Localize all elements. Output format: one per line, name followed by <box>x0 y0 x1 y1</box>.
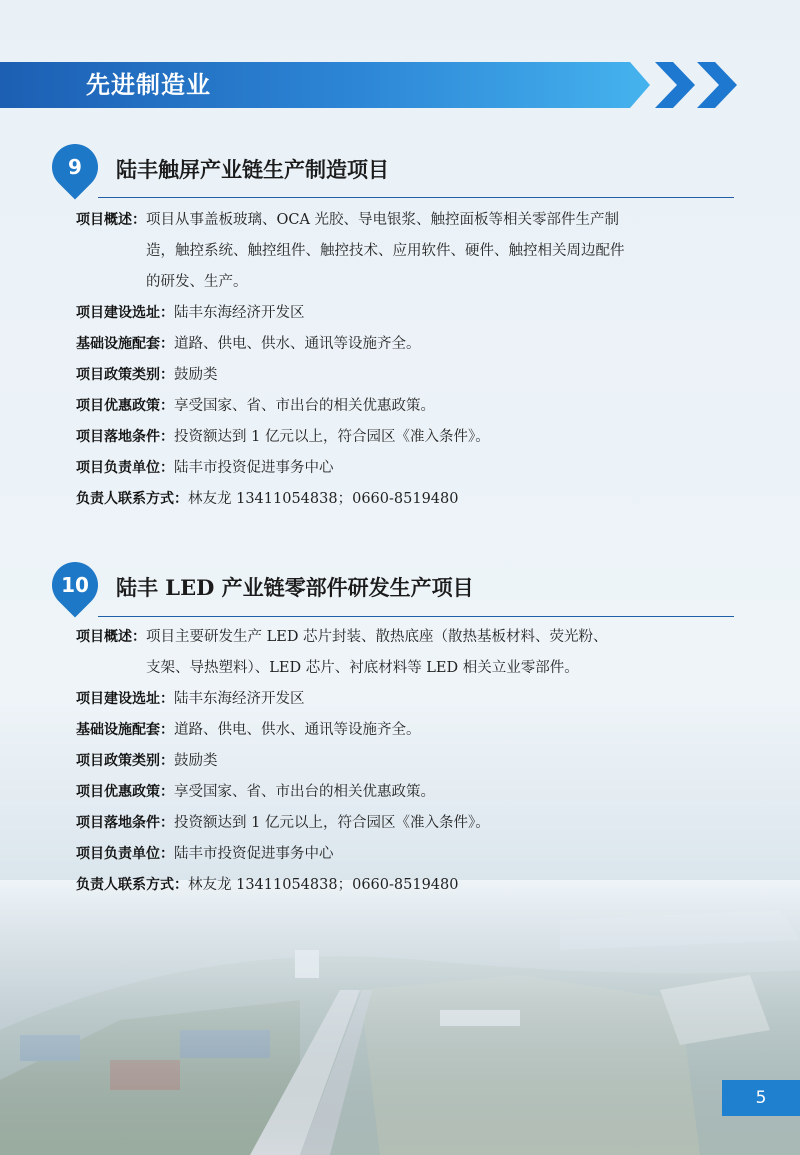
field-label: 项目概述： <box>76 629 146 645</box>
field-label: 项目优惠政策： <box>76 398 174 414</box>
field-site <box>76 298 736 329</box>
overview-line: 支架、导热塑料）、LED 芯片、衬底材料等 LED 相关立业零部件。 <box>146 660 579 676</box>
aerial-photo <box>0 880 800 1155</box>
field-infrastructure <box>76 329 736 360</box>
section-number: 10 <box>61 573 89 597</box>
field-label: 项目政策类别： <box>76 367 174 383</box>
field-label: 项目建设选址： <box>76 305 174 321</box>
field-contact <box>76 870 736 901</box>
field-site <box>76 684 736 715</box>
overview-line: 造，触控系统、触控组件、触控技术、应用软件、硬件、触控相关周边配件 <box>146 243 625 259</box>
field-value: 投资额达到 1 亿元以上，符合园区《准入条件》。 <box>174 429 490 445</box>
field-conditions <box>76 808 736 839</box>
section-divider <box>98 197 734 198</box>
field-contact <box>76 484 736 515</box>
project-details <box>76 205 736 515</box>
overview-line: 项目主要研发生产 LED 芯片封装、散热底座（散热基板材料、荧光粉、 <box>146 629 608 645</box>
field-value: 鼓励类 <box>174 753 218 769</box>
field-value: 林友龙 13411054838；0660-8519480 <box>188 491 459 507</box>
field-value: 享受国家、省、市出台的相关优惠政策。 <box>174 398 435 414</box>
field-label: 项目负责单位： <box>76 460 174 476</box>
section-title: 陆丰触屏产业链生产制造项目 <box>116 157 389 182</box>
field-value: 陆丰东海经济开发区 <box>174 305 305 321</box>
field-value: 陆丰市投资促进事务中心 <box>174 460 334 476</box>
field-value: 投资额达到 1 亿元以上，符合园区《准入条件》。 <box>174 815 490 831</box>
field-label: 项目政策类别： <box>76 753 174 769</box>
page-number: 5 <box>755 1088 767 1108</box>
field-value: 道路、供电、供水、通讯等设施齐全。 <box>174 722 421 738</box>
chevron-right-icon <box>697 62 737 108</box>
field-label: 项目优惠政策： <box>76 784 174 800</box>
field-incentives <box>76 391 736 422</box>
field-overview <box>76 205 736 298</box>
field-value: 林友龙 13411054838；0660-8519480 <box>188 877 459 893</box>
field-value <box>146 622 608 684</box>
field-label: 负责人联系方式： <box>76 491 188 507</box>
field-conditions <box>76 422 736 453</box>
field-label: 基础设施配套： <box>76 722 174 738</box>
field-label: 项目落地条件： <box>76 429 174 445</box>
section-number: 9 <box>68 155 82 179</box>
field-infrastructure <box>76 715 736 746</box>
field-responsible-unit <box>76 453 736 484</box>
field-value <box>146 205 625 298</box>
field-label: 项目概述： <box>76 212 146 228</box>
field-label: 项目建设选址： <box>76 691 174 707</box>
field-value: 享受国家、省、市出台的相关优惠政策。 <box>174 784 435 800</box>
field-value: 陆丰市投资促进事务中心 <box>174 846 334 862</box>
chevron-right-icon <box>655 62 695 108</box>
field-value: 鼓励类 <box>174 367 218 383</box>
page-category-title: 先进制造业 <box>86 71 211 99</box>
section-title: 陆丰 LED 产业链零部件研发生产项目 <box>116 575 474 600</box>
field-value: 陆丰东海经济开发区 <box>174 691 305 707</box>
field-policy-category <box>76 360 736 391</box>
field-value: 道路、供电、供水、通讯等设施齐全。 <box>174 336 421 352</box>
field-overview <box>76 622 736 684</box>
overview-line: 的研发、生产。 <box>146 274 248 290</box>
field-label: 负责人联系方式： <box>76 877 188 893</box>
field-responsible-unit <box>76 839 736 870</box>
field-incentives <box>76 777 736 808</box>
field-label: 项目负责单位： <box>76 846 174 862</box>
project-details <box>76 622 736 901</box>
overview-line: 项目从事盖板玻璃、OCA 光胶、导电银浆、触控面板等相关零部件生产制 <box>146 212 620 228</box>
section-divider <box>98 616 734 617</box>
field-label: 项目落地条件： <box>76 815 174 831</box>
field-policy-category <box>76 746 736 777</box>
field-label: 基础设施配套： <box>76 336 174 352</box>
